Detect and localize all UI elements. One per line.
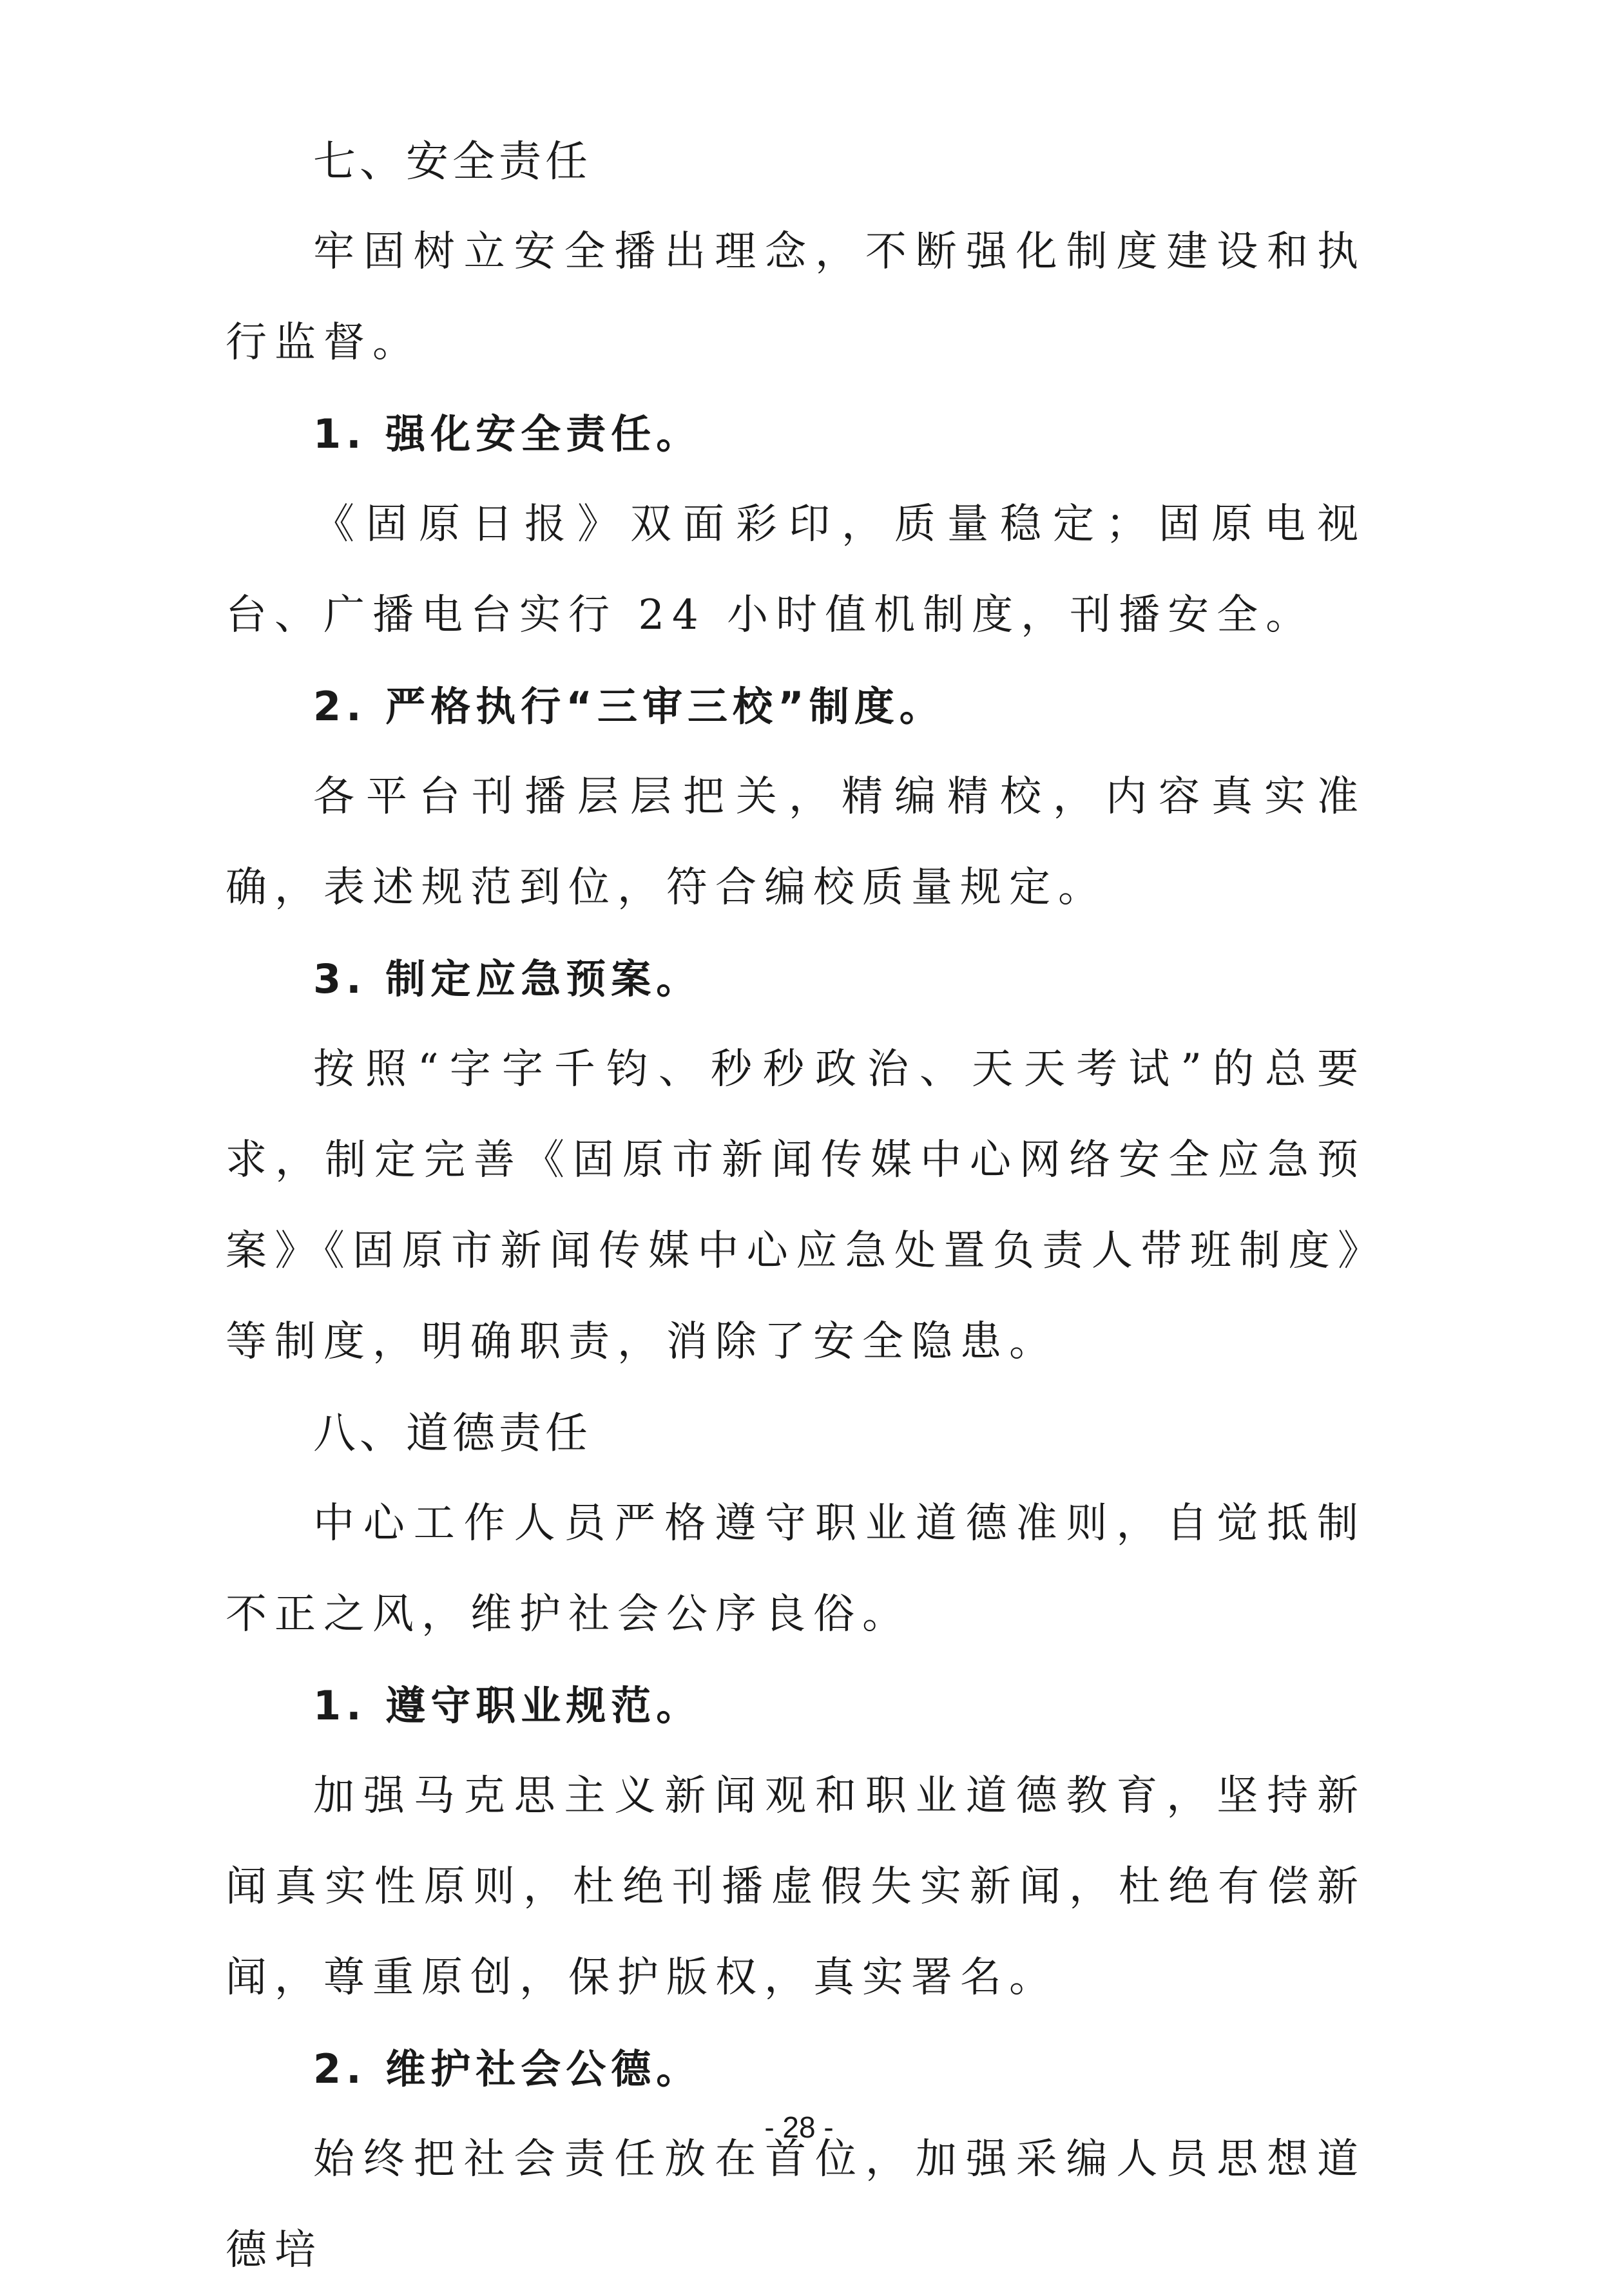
heading-emergency-plan: 3. 制定应急预案。	[313, 955, 702, 1002]
para-social-morality: 始终把社会责任放在首位，加强采编人员思想道德培	[226, 2136, 1366, 2274]
page-number: - 28 -	[764, 2110, 834, 2144]
heading-three-review: 2. 严格执行“三审三校”制度。	[313, 683, 945, 730]
para-safety-intro: 牢固树立安全播出理念，不断强化制度建设和执行监督。	[226, 228, 1366, 367]
para-strengthen-safety: 《固原日报》双面彩印，质量稳定；固原电视台、广播电台实行 24 小时值机制度，刊播安全。	[226, 501, 1366, 639]
heading-seven-safety-responsibility: 七、安全责任	[313, 137, 592, 186]
heading-social-morality: 2. 维护社会公德。	[313, 2045, 702, 2092]
para-emergency-plan: 按照“字字千钧、秒秒政治、天天考试”的总要求，制定完善《固原市新闻传媒中心网络安全应急预案》《固原市新闻传媒中心应急处置负责人带班制度》等制度，明确职责，消除了安全隐患。	[226, 1046, 1366, 1366]
para-professional-norms: 加强马克思主义新闻观和职业道德教育，坚持新闻真实性原则，杜绝刊播虚假失实新闻，杜绝有偿新闻，尊重原创，保护版权，真实署名。	[226, 1772, 1366, 2002]
document-body	[226, 116, 1366, 2296]
heading-strengthen-safety: 1. 强化安全责任。	[313, 410, 702, 457]
heading-eight-moral-responsibility: 八、道德责任	[313, 1408, 592, 1458]
heading-professional-norms: 1. 遵守职业规范。	[313, 1682, 702, 1729]
para-moral-intro: 中心工作人员严格遵守职业道德准则，自觉抵制不正之风，维护社会公序良俗。	[226, 1500, 1366, 1638]
para-three-review: 各平台刊播层层把关，精编精校，内容真实准确，表述规范到位，符合编校质量规定。	[226, 773, 1366, 912]
